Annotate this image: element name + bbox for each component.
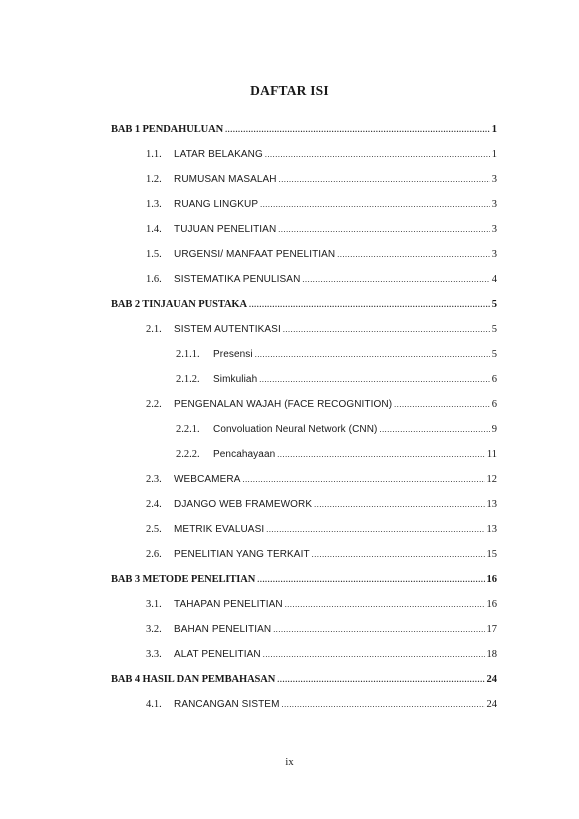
toc-entry-label: BAB 4 HASIL DAN PEMBAHASAN [111, 674, 276, 685]
toc-entry-page: 9 [491, 424, 497, 435]
toc-entry-page: 1 [491, 124, 497, 135]
dot-leader [249, 298, 490, 312]
toc-entry-page: 4 [491, 274, 497, 285]
dot-leader [265, 148, 490, 162]
toc-entry-label: WEBCAMERA [174, 474, 241, 485]
toc-entry-label: URGENSI/ MANFAAT PENELITIAN [174, 249, 336, 260]
toc-entry[interactable] [176, 348, 497, 362]
toc-entry-number: 2.1.2. [176, 374, 200, 385]
toc-entry-number: 1.3. [146, 199, 162, 210]
toc-entry[interactable] [146, 398, 497, 412]
dot-leader [260, 198, 490, 212]
toc-entry-page: 16 [486, 574, 497, 585]
toc-entry-number: 3.2. [146, 624, 162, 635]
toc-entry[interactable] [146, 598, 497, 612]
toc-entry-label: METRIK EVALUASI [174, 524, 265, 535]
toc-entry-page: 6 [491, 399, 497, 410]
dot-leader [242, 473, 484, 487]
toc-entry-label: Convoluation Neural Network (CNN) [213, 424, 378, 435]
toc-entry-number: 2.3. [146, 474, 162, 485]
dot-leader [283, 323, 490, 337]
dot-leader [314, 498, 484, 512]
dot-leader [225, 123, 490, 137]
toc-entry-page: 12 [486, 474, 497, 485]
toc-entry-label: LATAR BELAKANG [174, 149, 263, 160]
toc-entry-page: 1 [491, 149, 497, 160]
toc-entry-label: DJANGO WEB FRAMEWORK [174, 499, 313, 510]
toc-entry-number: 2.5. [146, 524, 162, 535]
dot-leader [394, 398, 490, 412]
toc-entry-number: 2.2. [146, 399, 162, 410]
toc-entry[interactable] [176, 448, 497, 462]
toc-entry[interactable] [111, 673, 497, 687]
toc-entry-label: PENELITIAN YANG TERKAIT [174, 549, 310, 560]
toc-entry-label: ALAT PENELITIAN [174, 649, 261, 660]
toc-entry-number: 1.4. [146, 224, 162, 235]
toc-entry[interactable] [146, 148, 497, 162]
toc-entry-number: 2.1.1. [176, 349, 200, 360]
toc-entry-page: 5 [491, 324, 497, 335]
toc-entry[interactable] [146, 473, 497, 487]
toc-entry[interactable] [146, 198, 497, 212]
toc-entry-label: RUANG LINGKUP [174, 199, 259, 210]
toc-entry-number: 3.3. [146, 649, 162, 660]
toc-entry-number: 2.1. [146, 324, 162, 335]
toc-entry-label: PENGENALAN WAJAH (FACE RECOGNITION) [174, 399, 393, 410]
toc-entry-page: 3 [491, 174, 497, 185]
toc-entry-label: BAHAN PENELITIAN [174, 624, 272, 635]
toc-entry[interactable] [111, 298, 497, 312]
dot-leader [278, 223, 489, 237]
toc-entry[interactable] [146, 623, 497, 637]
toc-entry[interactable] [176, 423, 497, 437]
toc-entry-number: 2.2.2. [176, 449, 200, 460]
toc-entry-number: 1.2. [146, 174, 162, 185]
toc-entry[interactable] [146, 223, 497, 237]
toc-entry[interactable] [146, 248, 497, 262]
toc-entry-page: 3 [491, 249, 497, 260]
toc-entry-label: RUMUSAN MASALAH [174, 174, 277, 185]
toc-entry[interactable] [146, 498, 497, 512]
toc-entry-label: BAB 1 PENDAHULUAN [111, 124, 224, 135]
toc-entry-label: SISTEMATIKA PENULISAN [174, 274, 301, 285]
dot-leader [259, 373, 490, 387]
toc-entry-label: Simkuliah [213, 374, 258, 385]
toc-entry-label: RANCANGAN SISTEM [174, 699, 280, 710]
toc-entry-page: 16 [486, 599, 497, 610]
dot-leader [282, 698, 485, 712]
dot-leader [285, 598, 485, 612]
toc-entry-page: 24 [486, 674, 497, 685]
dot-leader [312, 548, 485, 562]
toc-entry-page: 5 [491, 299, 497, 310]
toc-entry-label: BAB 2 TINJAUAN PUSTAKA [111, 299, 247, 310]
dot-leader [263, 648, 485, 662]
dot-leader [277, 673, 484, 687]
toc-entry[interactable] [146, 648, 497, 662]
toc-entry-page: 3 [491, 199, 497, 210]
toc-entry-page: 18 [486, 649, 497, 660]
toc-entry-label: BAB 3 METODE PENELITIAN [111, 574, 256, 585]
toc-entry-page: 15 [486, 549, 497, 560]
toc-entry-number: 1.1. [146, 149, 162, 160]
toc-entry-number: 4.1. [146, 699, 162, 710]
toc-entry[interactable] [146, 323, 497, 337]
dot-leader [257, 573, 484, 587]
toc-entry-page: 13 [486, 499, 497, 510]
toc-entry-page: 3 [491, 224, 497, 235]
toc-entry[interactable] [146, 173, 497, 187]
toc-entry-page: 17 [486, 624, 497, 635]
toc-entry-number: 2.6. [146, 549, 162, 560]
toc-entry-page: 11 [486, 449, 497, 460]
toc-entry[interactable] [146, 548, 497, 562]
toc-entry-number: 2.2.1. [176, 424, 200, 435]
toc-entry-number: 1.5. [146, 249, 162, 260]
toc-entry[interactable] [176, 373, 497, 387]
dot-leader [255, 348, 490, 362]
toc-entry-number: 2.4. [146, 499, 162, 510]
dot-leader [277, 448, 485, 462]
toc-entry[interactable] [146, 273, 497, 287]
toc-entry-page: 24 [486, 699, 497, 710]
toc-entry-label: Pencahayaan [213, 449, 276, 460]
toc-entry-page: 6 [491, 374, 497, 385]
toc-entry-label: TUJUAN PENELITIAN [174, 224, 277, 235]
toc-entry[interactable] [111, 573, 497, 587]
toc-entry[interactable] [111, 123, 497, 137]
dot-leader [273, 623, 484, 637]
toc-entry-page: 5 [491, 349, 497, 360]
dot-leader [279, 173, 490, 187]
toc-entry-page: 13 [486, 524, 497, 535]
page-title: DAFTAR ISI [250, 83, 329, 98]
toc-entry-label: SISTEM AUTENTIKASI [174, 324, 281, 335]
dot-leader [379, 423, 489, 437]
toc-entry-number: 1.6. [146, 274, 162, 285]
toc-entry-label: Presensi [213, 349, 253, 360]
toc-entry[interactable] [146, 523, 497, 537]
dot-leader [266, 523, 484, 537]
toc-entry[interactable] [146, 698, 497, 712]
dot-leader [302, 273, 489, 287]
toc-entry-label: TAHAPAN PENELITIAN [174, 599, 283, 610]
page-number: ix [285, 757, 294, 768]
toc-entry-number: 3.1. [146, 599, 162, 610]
dot-leader [337, 248, 490, 262]
